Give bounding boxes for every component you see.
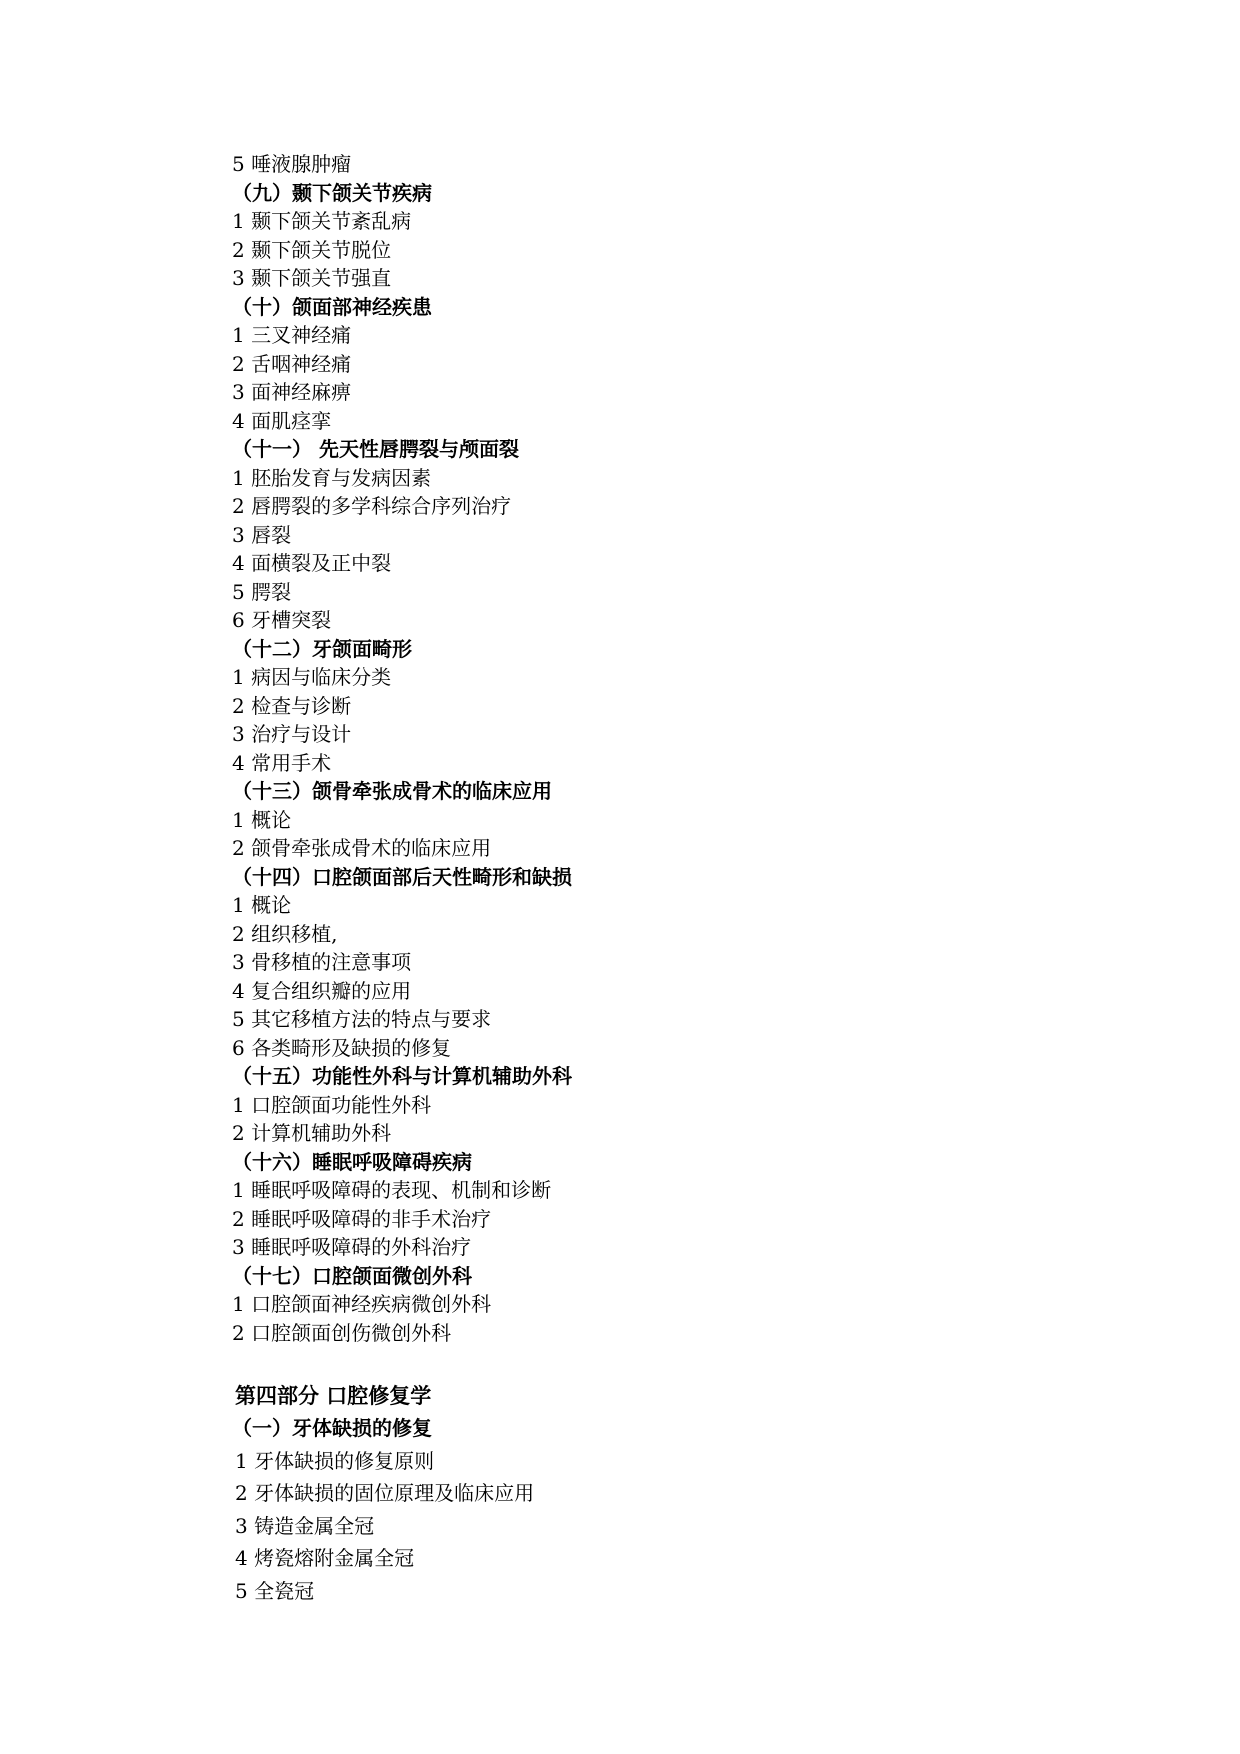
list-item: 2 牙体缺损的固位原理及临床应用 — [235, 1481, 535, 1505]
list-item: 1 概论 — [232, 893, 292, 917]
list-item: 2 睡眠呼吸障碍的非手术治疗 — [232, 1206, 492, 1231]
section-prosthodontics-list — [232, 1412, 1132, 1607]
list-item: 3 骨移植的注意事项 — [232, 950, 412, 974]
document-content — [232, 150, 1132, 1607]
list-item: 5 其它移植方法的特点与要求 — [232, 1007, 492, 1031]
list-item: 6 牙槽突裂 — [232, 608, 332, 632]
list-item: 2 检查与诊断 — [232, 693, 352, 718]
section-heading: （一）牙体缺损的修复 — [232, 1416, 432, 1440]
list-item: 2 计算机辅助外科 — [232, 1121, 392, 1145]
list-item: 1 胚胎发育与发病因素 — [232, 465, 432, 490]
list-item: 3 治疗与设计 — [232, 722, 352, 746]
list-item: 4 烤瓷熔附金属全冠 — [235, 1546, 415, 1570]
list-item: 1 三叉神经痛 — [232, 323, 352, 347]
section-heading: （十）颌面部神经疾患 — [232, 294, 432, 319]
section-prosthodontics — [232, 1380, 1132, 1607]
list-item: 1 口腔颌面神经疾病微创外科 — [232, 1292, 492, 1316]
list-item: 1 牙体缺损的修复原则 — [235, 1448, 435, 1473]
list-item: 3 颞下颌关节强直 — [232, 266, 392, 290]
list-item: 2 唇腭裂的多学科综合序列治疗 — [232, 494, 512, 518]
section-heading: （十四）口腔颌面部后天性畸形和缺损 — [232, 864, 572, 889]
list-item: 2 颌骨牵张成骨术的临床应用 — [232, 836, 492, 860]
list-item: 3 唇裂 — [232, 522, 292, 547]
section-heading: （十二）牙颌面畸形 — [232, 636, 412, 661]
list-item: 4 面横裂及正中裂 — [232, 551, 392, 575]
list-item: 5 唾液腺肿瘤 — [232, 152, 352, 176]
list-item: 6 各类畸形及缺损的修复 — [232, 1035, 452, 1060]
list-item: 2 口腔颌面创伤微创外科 — [232, 1320, 452, 1345]
list-item: 2 颞下颌关节脱位 — [232, 237, 392, 262]
section-heading: （九）颞下颌关节疾病 — [232, 180, 432, 205]
list-item: 3 铸造金属全冠 — [235, 1513, 375, 1538]
part-title: 第四部分 口腔修复学 — [235, 1384, 432, 1408]
list-item: 1 口腔颌面功能性外科 — [232, 1092, 432, 1117]
section-heading: （十一） 先天性唇腭裂与颅面裂 — [232, 437, 519, 461]
list-item: 2 舌咽神经痛 — [232, 351, 352, 376]
list-item: 4 复合组织瓣的应用 — [232, 978, 412, 1003]
section-heading: （十六）睡眠呼吸障碍疾病 — [232, 1149, 472, 1174]
list-item: 4 面肌痉挛 — [232, 408, 332, 433]
list-item: 1 颞下颌关节紊乱病 — [232, 209, 412, 233]
list-item: 3 面神经麻痹 — [232, 380, 352, 404]
list-item: 5 全瓷冠 — [235, 1578, 315, 1603]
list-item: 1 概论 — [232, 807, 292, 832]
section-heading: （十五）功能性外科与计算机辅助外科 — [232, 1064, 572, 1088]
list-item: 3 睡眠呼吸障碍的外科治疗 — [232, 1235, 472, 1259]
section-gap — [232, 1347, 1132, 1380]
list-item: 1 睡眠呼吸障碍的表现、机制和诊断 — [232, 1178, 552, 1202]
list-item: 5 腭裂 — [232, 579, 292, 604]
section-heading: （十七）口腔颌面微创外科 — [232, 1263, 472, 1288]
list-item: 4 常用手术 — [232, 750, 332, 775]
section-oral-surgery-list — [232, 150, 1132, 1347]
list-item: 2 组织移植, — [232, 921, 338, 946]
list-item: 1 病因与临床分类 — [232, 665, 392, 689]
section-heading: （十三）颌骨牵张成骨术的临床应用 — [232, 779, 552, 803]
